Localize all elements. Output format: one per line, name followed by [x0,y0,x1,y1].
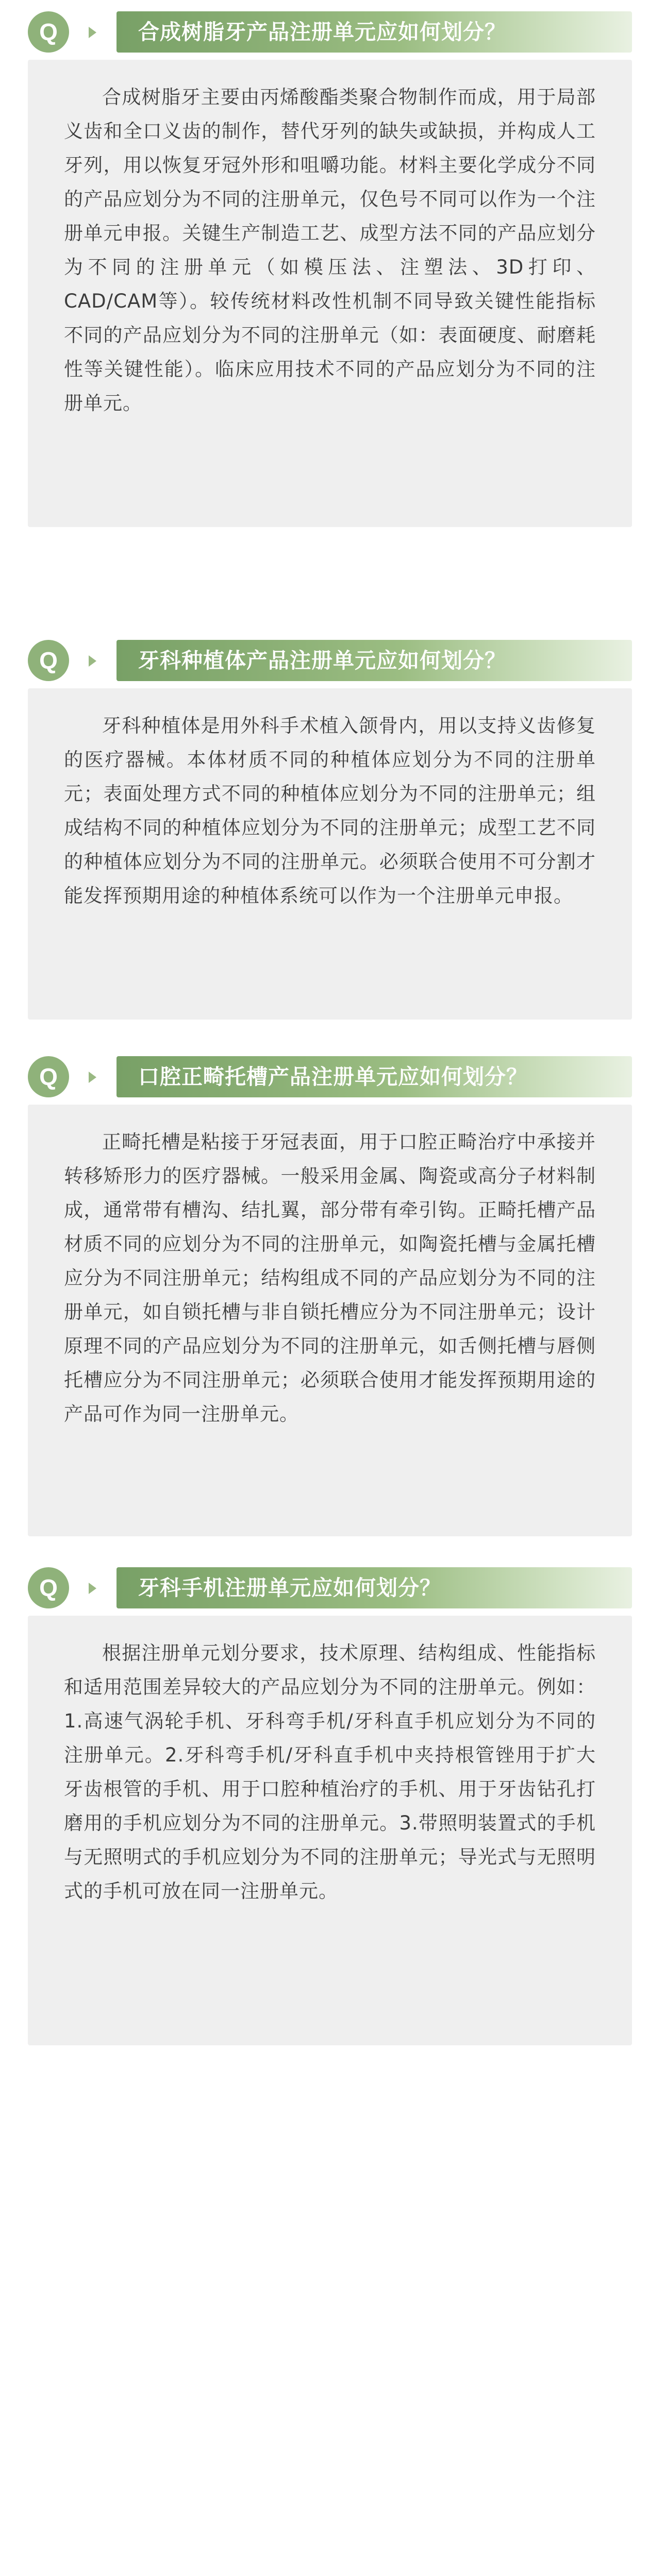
q-badge: Q [28,640,69,681]
question-title: 合成树脂牙产品注册单元应如何划分？ [117,11,632,53]
q-badge: Q [28,1056,69,1097]
question-title: 牙科种植体产品注册单元应如何划分？ [117,640,632,681]
q-badge: Q [28,1567,69,1608]
question-header [28,4,632,60]
play-arrow-icon [89,1072,96,1083]
qa-section-dental-implant [28,633,632,1020]
question-title: 口腔正畸托槽产品注册单元应如何划分？ [117,1056,632,1097]
qa-section-dental-handpiece [28,1560,632,2045]
qa-section-resin-teeth [28,4,632,527]
question-title: 牙科手机注册单元应如何划分？ [117,1567,632,1608]
play-arrow-icon [89,27,96,38]
question-header [28,1049,632,1105]
qa-section-orthodontic-bracket [28,1049,632,1536]
play-arrow-icon [89,655,96,667]
question-header [28,633,632,688]
question-header [28,1560,632,1616]
answer-text: 牙科种植体是用外科手术植入颌骨内，用以支持义齿修复的医疗器械。本体材质不同的种植体应划分为不同的注册单元；表面处理方式不同的种植体应划分为不同的注册单元；组成结构不同的种植体应划分为不同的注册单元；成型工艺不同的种植体应划分为不同的注册单元。必须联合使用不可分割才能发挥预期用途的种植体系统可以作为一个注册单元申报。 [28,688,632,1020]
q-badge: Q [28,11,69,53]
answer-text: 根据注册单元划分要求，技术原理、结构组成、性能指标和适用范围差异较大的产品应划分为不同的注册单元。例如：1.高速气涡轮手机、牙科弯手机/牙科直手机应划分为不同的注册单元。2.牙科弯手机/牙科直手机中夹持根管锉用于扩大牙齿根管的手机、用于口腔种植治疗的手机、用于牙齿钻孔打磨用的手机应划分为不同的注册单元。3.带照明装置式的手机与无照明式的手机应划分为不同的注册单元；导光式与无照明式的手机可放在同一注册单元。 [28,1616,632,2045]
answer-text: 正畸托槽是粘接于牙冠表面，用于口腔正畸治疗中承接并转移矫形力的医疗器械。一般采用金属、陶瓷或高分子材料制成，通常带有槽沟、结扎翼，部分带有牵引钩。正畸托槽产品材质不同的应划分为不同的注册单元，如陶瓷托槽与金属托槽应分为不同注册单元；结构组成不同的产品应划分为不同的注册单元，如自锁托槽与非自锁托槽应分为不同注册单元；设计原理不同的产品应划分为不同的注册单元，如舌侧托槽与唇侧托槽应分为不同注册单元；必须联合使用才能发挥预期用途的产品可作为同一注册单元。 [28,1105,632,1536]
play-arrow-icon [89,1583,96,1594]
answer-text: 合成树脂牙主要由丙烯酸酯类聚合物制作而成，用于局部义齿和全口义齿的制作，替代牙列的缺失或缺损，并构成人工牙列，用以恢复牙冠外形和咀嚼功能。材料主要化学成分不同的产品应划分为不同的注册单元，仅色号不同可以作为一个注册单元申报。关键生产制造工艺、成型方法不同的产品应划分为不同的注册单元（如模压法、注塑法、3D打印、CAD/CAM等）。较传统材料改性机制不同导致关键性能指标不同的产品应划分为不同的注册单元（如：表面硬度、耐磨耗性等关键性能）。临床应用技术不同的产品应划分为不同的注册单元。 [28,60,632,527]
